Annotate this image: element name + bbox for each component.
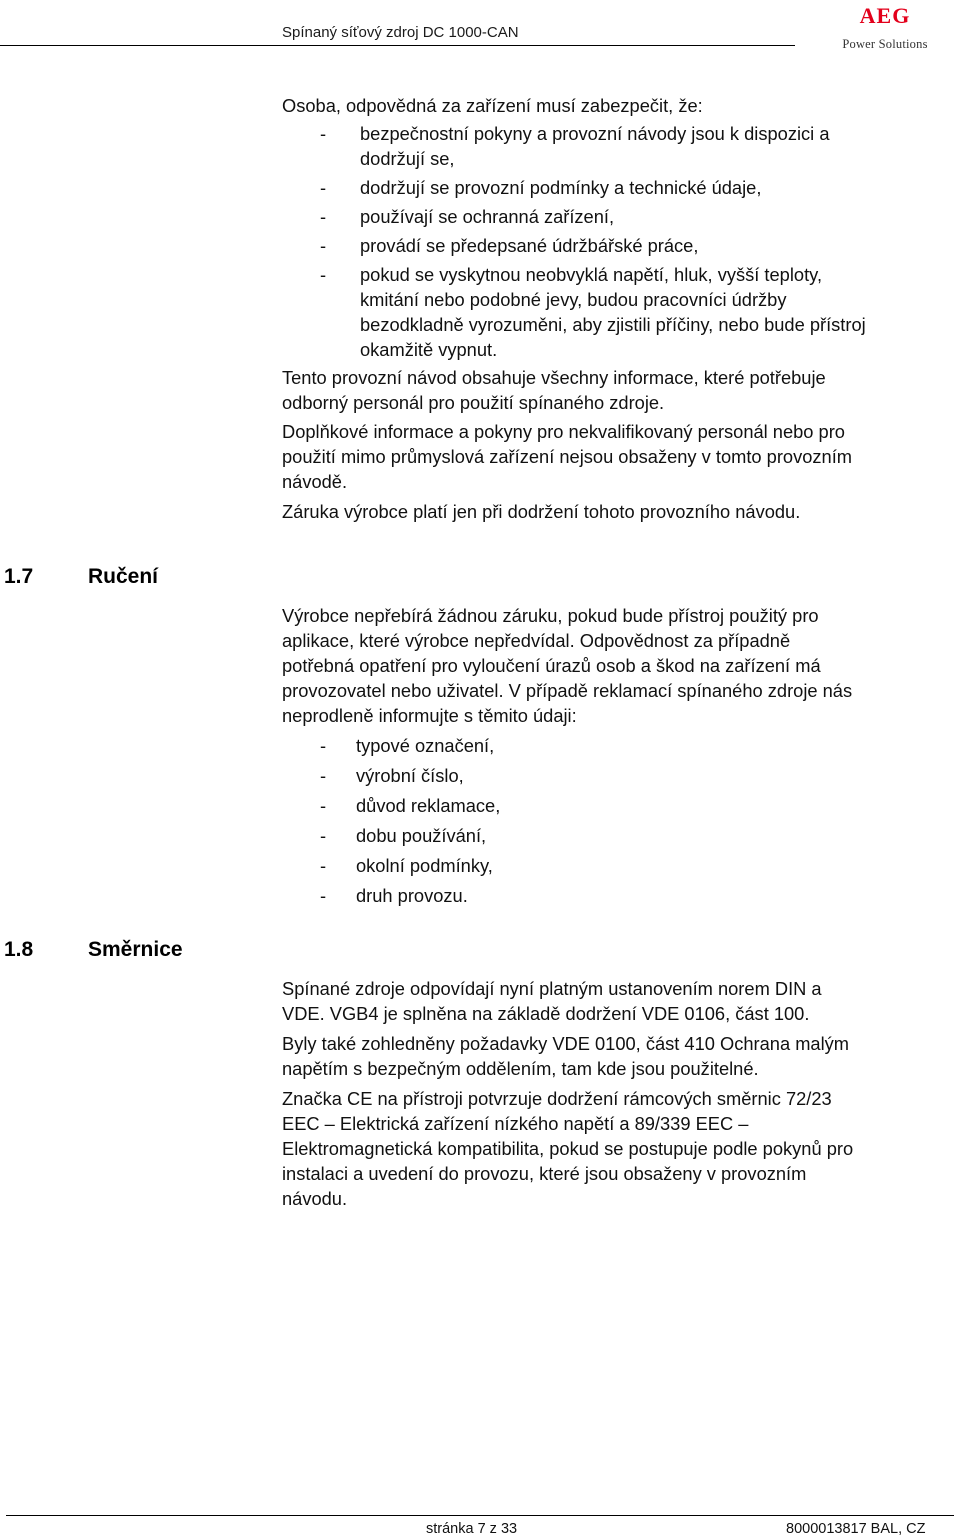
list-item-line: provádí se předepsané údržbářské práce, — [360, 235, 699, 256]
paragraph — [282, 499, 958, 524]
section-number: 1.7 — [4, 565, 34, 588]
list-item — [282, 823, 958, 848]
list-item-line: používají se ochranná zařízení, — [360, 206, 615, 227]
aeg-logo — [820, 4, 950, 52]
list-dash: - — [320, 123, 327, 144]
paragraph — [282, 419, 958, 494]
list-dash: - — [320, 855, 327, 876]
list-dash: - — [320, 235, 327, 256]
list-item — [282, 175, 958, 200]
page-number: stránka 7 z 33 — [426, 1521, 518, 1537]
list-item-line: pokud se vyskytnou neobvyklá napětí, hluk, vyšší teploty, — [360, 264, 823, 285]
list-item — [282, 204, 958, 229]
paragraph-line: Výrobce nepřebírá žádnou záruku, pokud bude přístroj použitý pro — [282, 605, 819, 626]
intro-lead: Osoba, odpovědná za zařízení musí zabezpečit, že: — [282, 95, 703, 116]
list-item-line: důvod reklamace, — [356, 795, 501, 816]
document-title: Spínaný síťový zdroj DC 1000-CAN — [282, 24, 519, 41]
list-item-line: typové označení, — [356, 735, 495, 756]
list-dash: - — [320, 206, 327, 227]
paragraph — [282, 1086, 958, 1211]
paragraph-line: návodě. — [282, 471, 348, 492]
list-item — [282, 763, 958, 788]
list-dash: - — [320, 765, 327, 786]
list-dash: - — [320, 885, 327, 906]
section-heading: Ručení — [88, 565, 159, 588]
list-item-line: dodržují se, — [360, 148, 455, 169]
logo-tagline: Power Solutions — [842, 37, 928, 51]
paragraph-line: Doplňkové informace a pokyny pro nekvalifikovaný personál nebo pro — [282, 421, 845, 442]
list-item-line: výrobní číslo, — [356, 765, 464, 786]
paragraph-line: aplikace, které výrobce nepředvídal. Odpovědnost za případně — [282, 630, 791, 651]
list-dash: - — [320, 735, 327, 756]
list-item — [282, 793, 958, 818]
paragraph-line: návodu. — [282, 1188, 348, 1209]
paragraph-line: použití mimo průmyslová zařízení nejsou obsaženy v tomto provozním — [282, 446, 853, 467]
paragraph-line: Spínané zdroje odpovídají nyní platným ustanovením norem DIN a — [282, 978, 822, 999]
paragraph-line: Byly také zohledněny požadavky VDE 0100, část 410 Ochrana malým — [282, 1033, 850, 1054]
paragraph-line: EEC – Elektrická zařízení nízkého napětí a 89/339 EEC – — [282, 1113, 749, 1134]
list-dash: - — [320, 825, 327, 846]
paragraph-line: Značka CE na přístroji potvrzuje dodržení rámcových směrnic 72/23 — [282, 1088, 832, 1109]
paragraph-line: odborný personál pro použití spínaného zdroje. — [282, 392, 665, 413]
section-heading: Směrnice — [88, 938, 183, 961]
intro-section — [282, 93, 958, 524]
list-item — [282, 233, 958, 258]
list-item — [282, 262, 958, 362]
list-dash: - — [320, 177, 327, 198]
list-dash: - — [320, 264, 327, 285]
paragraph-line: napětím s bezpečným oddělením, tam kde jsou použitelné. — [282, 1058, 759, 1079]
paragraph-line: Tento provozní návod obsahuje všechny informace, které potřebuje — [282, 367, 826, 388]
footer-divider — [6, 1515, 954, 1516]
list-item-line: bezpečnostní pokyny a provozní návody jsou k dispozici a — [360, 123, 830, 144]
list-item — [282, 883, 958, 908]
paragraph-line: VDE. VGB4 je splněna na základě dodržení VDE 0106, část 100. — [282, 1003, 810, 1024]
list-item-line: okolní podmínky, — [356, 855, 493, 876]
paragraph-line: Elektromagnetická kompatibilita, pokud se postupuje podle pokynů pro — [282, 1138, 854, 1159]
list-item — [282, 853, 958, 878]
paragraph-line: instalaci a uvedení do provozu, které jsou obsaženy v provozním — [282, 1163, 807, 1184]
list-item — [282, 121, 958, 171]
section-number: 1.8 — [4, 938, 34, 961]
list-item-line: dobu používání, — [356, 825, 487, 846]
paragraph-line: provozovatel nebo uživatel. V případě reklamací spínaného zdroje nás — [282, 680, 853, 701]
paragraph-line: Záruka výrobce platí jen při dodržení tohoto provozního návodu. — [282, 501, 801, 522]
logo-wordmark: AEG — [859, 3, 911, 28]
paragraph-line: potřebná opatření pro vyloučení úrazů osob a škod na zařízení má — [282, 655, 821, 676]
list-item-line: kmitání nebo podobné jevy, budou pracovníci údržby — [360, 289, 787, 310]
list-item-line: bezodkladně vyrozuměni, aby zjistili příčiny, nebo bude přístroj — [360, 314, 866, 335]
list-dash: - — [320, 795, 327, 816]
section-18-body — [282, 976, 958, 1211]
paragraph — [282, 976, 958, 1026]
list-item-line: dodržují se provozní podmínky a technické údaje, — [360, 177, 762, 198]
list-item — [282, 733, 958, 758]
paragraph-line: neprodleně informujte s těmito údaji: — [282, 705, 577, 726]
paragraph — [282, 1031, 958, 1081]
section-17-body — [282, 603, 958, 908]
header-divider — [0, 45, 795, 46]
document-id: 8000013817 BAL, CZ — [786, 1521, 926, 1537]
list-item-line: okamžitě vypnut. — [360, 339, 498, 360]
list-item-line: druh provozu. — [356, 885, 468, 906]
paragraph — [282, 365, 958, 415]
